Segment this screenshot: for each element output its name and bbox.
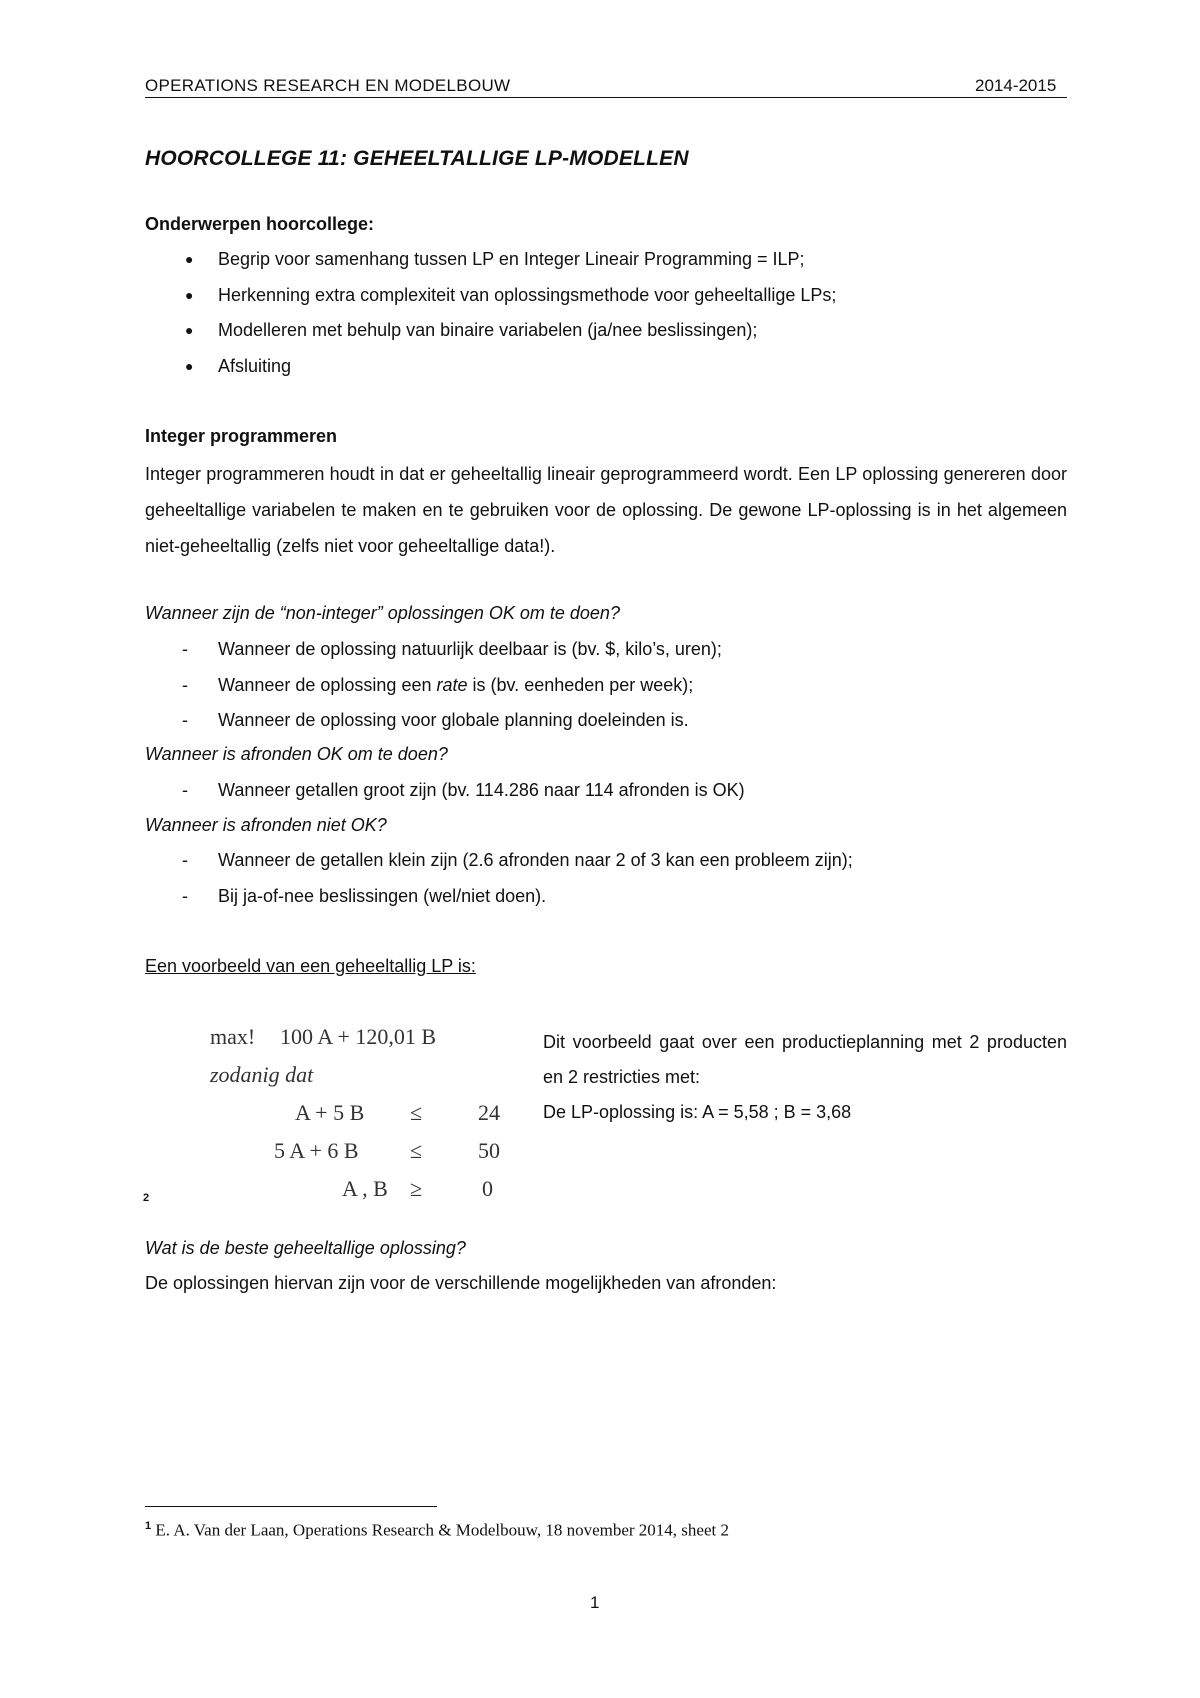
- question-rounding-ok: Wanneer is afronden OK om te doen?: [145, 744, 448, 764]
- list-item: ● Modelleren met behulp van binaire variabelen (ja/nee beslissingen);: [218, 313, 836, 349]
- formula-max: max!: [210, 1024, 256, 1049]
- footnote: [145, 1520, 729, 1541]
- question-non-integer: Wanneer zijn de “non-integer” oplossingen OK om te doen?: [145, 603, 620, 623]
- formula-c3-op: ≥: [410, 1176, 423, 1201]
- footnote-marker: 1: [145, 1520, 152, 1532]
- list-item: - Wanneer de getallen klein zijn (2.6 afronden naar 2 of 3 kan een probleem zijn);: [182, 850, 853, 870]
- integer-heading: Integer programmeren: [145, 426, 338, 446]
- formula-objective: 100 A + 120,01 B: [280, 1024, 437, 1049]
- non-integer-list: [182, 632, 722, 739]
- rounding-not-ok-list: [182, 843, 853, 914]
- list-item: ● Begrip voor samenhang tussen LP en Integer Lineair Programming = ILP;: [218, 242, 836, 278]
- formula-c2-lhs: 5 A + 6 B: [274, 1138, 359, 1163]
- formula-footnote-marker: 2: [143, 1192, 150, 1204]
- formula-c2-op: ≤: [410, 1138, 423, 1163]
- formula-c1-rhs: 24: [478, 1100, 500, 1125]
- rounding-options-text: De oplossingen hiervan zijn voor de verschillende mogelijkheden van afronden:: [145, 1273, 777, 1293]
- list-item: - Wanneer getallen groot zijn (bv. 114.286 naar 114 afronden is OK): [182, 780, 745, 800]
- bullet-icon: ●: [185, 357, 194, 374]
- integer-paragraph: Integer programmeren houdt in dat er geheeltallig lineair geprogrammeerd wordt. Een LP oplossing genereren door geheeltallige variabelen te maken en te gebruiken voor de oplossing. De gewone LP-oplossing is in het algemeen niet-geheeltallig (zelfs niet voor geheeltallige data!).: [145, 464, 1067, 556]
- header-course: OPERATIONS RESEARCH EN MODELBOUW: [145, 76, 511, 95]
- header-divider: [145, 97, 1067, 98]
- example-description-line1: Dit voorbeeld gaat over een productieplanning met 2 producten en 2 restricties met:: [543, 1032, 1067, 1087]
- topics-list: [185, 242, 837, 384]
- example-description-line2: De LP-oplossing is: A = 5,58 ; B = 3,68: [543, 1102, 852, 1122]
- list-item: ● Afsluiting: [218, 349, 836, 385]
- list-item: ● Herkenning extra complexiteit van oplossingsmethode voor geheeltallige LPs;: [218, 278, 836, 314]
- page-title: HOORCOLLEGE 11: GEHEELTALLIGE LP-MODELLEN: [145, 147, 689, 170]
- footnote-text: E. A. Van der Laan, Operations Research & Modelbouw, 18 november 2014, sheet 2: [155, 1520, 729, 1540]
- formula-c1-lhs: A + 5 B: [295, 1100, 365, 1125]
- example-description: [543, 1025, 1067, 1130]
- list-item: - Bij ja-of-nee beslissingen (wel/niet doen).: [182, 885, 547, 906]
- topics-heading: Onderwerpen hoorcollege:: [145, 214, 375, 234]
- formula-c3-lhs: A , B: [342, 1176, 388, 1201]
- lp-formula: [210, 1024, 510, 1224]
- bullet-icon: ●: [185, 286, 194, 303]
- formula-c2-rhs: 50: [478, 1138, 500, 1163]
- bullet-icon: ●: [185, 251, 194, 267]
- footnote-divider: [145, 1506, 437, 1507]
- example-heading: Een voorbeeld van een geheeltallig LP is:: [145, 956, 476, 976]
- formula-c3-rhs: 0: [482, 1176, 493, 1201]
- list-item: - Wanneer de oplossing natuurlijk deelbaar is (bv. $, kilo’s, uren);: [182, 639, 722, 659]
- question-rounding-not-ok: Wanneer is afronden niet OK?: [145, 815, 387, 835]
- formula-c1-op: ≤: [410, 1100, 423, 1125]
- bullet-icon: ●: [185, 322, 194, 338]
- header-year: 2014-2015: [975, 76, 1057, 95]
- page-number: 1: [590, 1593, 600, 1612]
- best-solution-question: Wat is de beste geheeltallige oplossing?: [145, 1238, 466, 1258]
- formula-subject-to: zodanig dat: [210, 1062, 314, 1087]
- list-item: - Wanneer de oplossing een rate is (bv. eenheden per week);: [182, 674, 694, 695]
- rounding-ok-list: [182, 773, 745, 809]
- list-item: - Wanneer de oplossing voor globale planning doeleinden is.: [182, 710, 689, 730]
